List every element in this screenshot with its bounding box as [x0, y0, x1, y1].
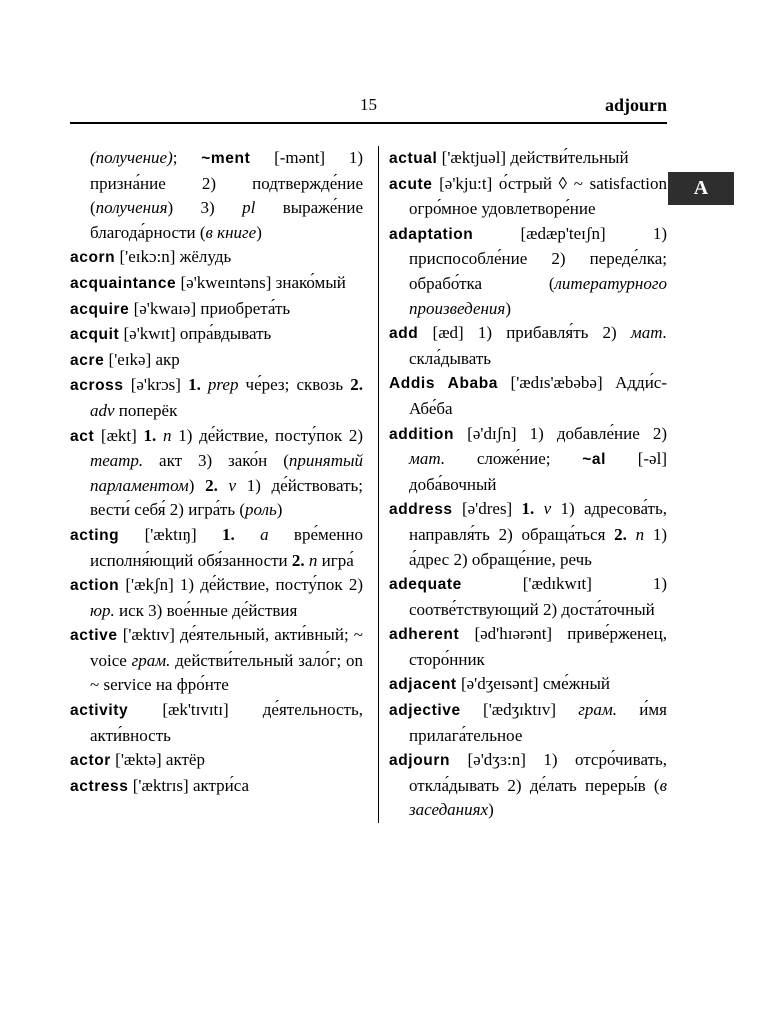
entry-active: active ['æktɪv] де́ятельный, акти́вный; ~ voice грам. действи́тельный зало́г; on ~ service на фро́нте — [70, 625, 363, 695]
header-rule — [70, 122, 667, 124]
entry-act: act [ækt] 1. n 1) де́йствие, посту́пок 2) театр. акт 3) зако́н (принятый парламентом) 2. v 1) де́йствовать; вести́ себя́ 2) игра́ть (роль) — [70, 425, 364, 520]
entry-addition: addition [ə'dɪʃn] 1) добавле́ние 2) мат. сложе́ние; ~al [-əl] доба́вочный — [389, 423, 667, 494]
entry-actor: actor ['æktə] актёр — [70, 750, 205, 770]
entry-activity: activity [æk'tɪvɪtɪ] де́ятельность, акти́вность — [70, 700, 363, 745]
entry-adjourn: adjourn [ə'dʒɜ:n] 1) отсро́чивать, откла́дывать 2) де́лать переры́в (в заседаниях) — [389, 750, 667, 820]
column-divider — [378, 146, 379, 823]
page-header — [70, 95, 667, 119]
entry-action: action ['ækʃn] 1) де́йствие, посту́пок 2) юр. иск 3) вое́нные де́йствия — [70, 575, 363, 620]
entry-acknowledgement-continuation: (получение); ~ment [-mənt] 1) призна́ние 2) подтвержде́ние (получения) 3) pl выраже́ние благода́рности (в книге) — [90, 148, 363, 242]
entry-address: address [ə'dres] 1. v 1) адресова́ть, направля́ть 2) обраща́ться 2. n 1) а́дрес 2) обраще́ние, речь — [389, 499, 667, 569]
entry-acting: acting ['æktɪŋ] 1. a вре́менно исполня́ющий обя́занности 2. n игра́ — [70, 524, 363, 570]
entry-add: add [æd] 1) прибавля́ть 2) мат. скла́дывать — [389, 323, 667, 368]
dictionary-columns — [70, 146, 667, 823]
entry-addis-ababa: Addis Ababa ['ædɪs'æbəbə] Адди́с-Абе́ба — [389, 373, 667, 418]
right-column — [389, 146, 667, 823]
dictionary-page — [70, 95, 667, 823]
entry-adherent: adherent [əd'hɪərənt] приве́рженец, сторо́нник — [389, 624, 667, 669]
guide-word: adjourn — [604, 95, 667, 115]
entry-acute: acute [ə'kju:t] о́стрый ◊ ~ satisfaction огро́мное удовлетворе́ние — [389, 173, 667, 219]
entry-acquaintance: acquaintance [ə'kweɪntəns] знако́мый — [70, 272, 346, 292]
entry-actress: actress ['æktrɪs] актри́са — [70, 775, 250, 795]
entry-across: across [ə'krɔs] 1. prep че́рез; сквозь 2. adv поперёк — [70, 375, 363, 420]
entry-adequate: adequate ['ædɪkwɪt] 1) соотве́тствующий 2) доста́точный — [389, 574, 667, 619]
entry-actual: actual ['æktjuəl] действи́тельный — [389, 148, 629, 167]
entry-adjective: adjective ['ædʒɪktɪv] грам. и́мя прилага́тельное — [389, 700, 667, 745]
entry-adjacent: adjacent [ə'dʒeɪsənt] сме́жный — [389, 674, 611, 694]
entry-acorn: acorn ['eɪkɔ:n] жёлудь — [70, 247, 232, 267]
left-column — [70, 146, 363, 823]
entry-acquire: acquire [ə'kwaɪə] приобрета́ть — [70, 298, 291, 318]
page-number: 15 — [360, 95, 377, 114]
entry-acquit: acquit [ə'kwɪt] опра́вдывать — [70, 324, 272, 344]
entry-acre: acre ['eɪkə] акр — [70, 349, 180, 369]
alphabet-tab-a: A — [668, 172, 734, 205]
entry-adaptation: adaptation [ædæp'teɪʃn] 1) приспособле́ние 2) переде́лка; обрабо́тка (литературного произведения) — [389, 223, 667, 318]
